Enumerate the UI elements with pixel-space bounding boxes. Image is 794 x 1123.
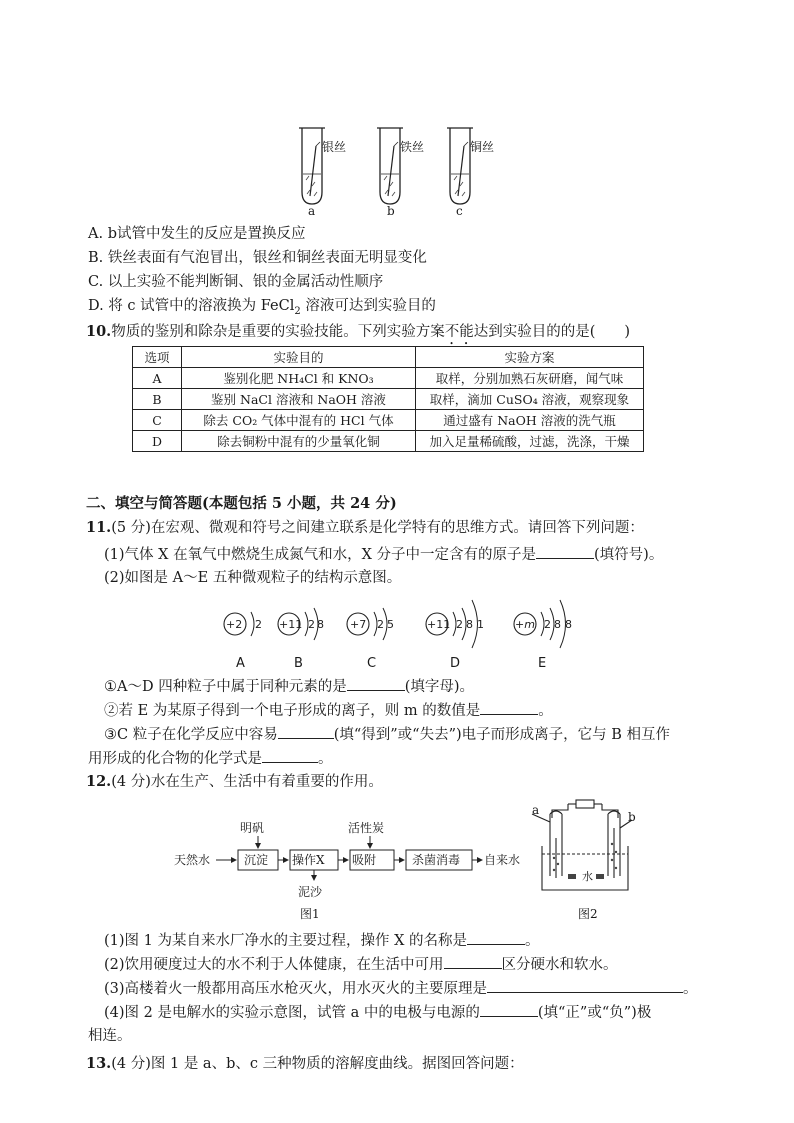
q11-sub3-cont: 用形成的化合物的化学式是 。 — [88, 748, 333, 769]
svg-text:2: 2 — [377, 618, 384, 631]
q11-sub3: ③C 粒子在化学反应中容易 (填“得到”或“失去”)电子而形成离子，它与 B 相互作 — [104, 724, 670, 745]
svg-text:8: 8 — [565, 618, 572, 631]
figure-caption-2: 图2 — [578, 907, 598, 921]
emphasis-text: 不能 — [444, 324, 474, 340]
electrode-label-b: b — [628, 810, 636, 824]
atom-label-e: E — [538, 656, 547, 671]
q12-part4: (4)图 2 是电解水的实验示意图，试管 a 中的电极与电源的 (填“正”或“负”)极 — [104, 1002, 651, 1023]
section-heading: 二、填空与简答题(本题包括 5 小题，共 24 分) — [86, 495, 397, 512]
tube-metal-label: 铜丝 — [470, 140, 495, 154]
q9-option-c: C. 以上实验不能判断铜、银的金属活动性顺序 — [88, 274, 384, 290]
flow-step-operation-x: 操作X — [292, 853, 325, 867]
flow-step-sedimentation: 沉淀 — [244, 853, 269, 867]
svg-text:8: 8 — [554, 618, 561, 631]
answer-blank[interactable] — [480, 1002, 538, 1017]
svg-text:1: 1 — [477, 618, 484, 631]
atom-label-a: A — [236, 656, 245, 671]
svg-text:2: 2 — [308, 618, 315, 631]
svg-text:2: 2 — [255, 618, 262, 631]
tube-label: b — [387, 204, 395, 218]
answer-blank[interactable] — [487, 978, 683, 993]
figure-caption-1: 图1 — [300, 907, 320, 921]
atom-label-b: B — [294, 656, 303, 671]
answer-blank[interactable] — [444, 954, 502, 969]
flow-step-adsorption: 吸附 — [352, 853, 377, 867]
q11-intro: 11.(5 分)在宏观、微观和符号之间建立联系是化学特有的思维方式。请回答下列问题： — [86, 519, 644, 536]
flow-start: 天然水 — [174, 853, 211, 867]
answer-blank[interactable] — [480, 700, 538, 715]
q13-intro: 13.(4 分)图 1 是 a、b、c 三种物质的溶解度曲线。据图回答问题： — [86, 1055, 524, 1072]
answer-blank[interactable] — [467, 930, 525, 945]
svg-text:2: 2 — [544, 618, 551, 631]
flow-waste-sediment: 泥沙 — [298, 885, 323, 899]
tube-metal-label: 铁丝 — [400, 140, 425, 154]
q11-part1: (1)气体 X 在氧气中燃烧生成氮气和水，X 分子中一定含有的原子是 (填符号)。 — [104, 544, 663, 565]
atom-label-c: C — [367, 656, 377, 671]
q11-sub1: ①A～D 四种粒子中属于同种元素的是 (填字母)。 — [104, 676, 474, 697]
q12-part3: (3)高楼着火一般都用高压水枪灭火，用水灭火的主要原理是 。 — [104, 978, 698, 999]
svg-text:8: 8 — [466, 618, 473, 631]
flow-step-disinfection: 杀菌消毒 — [412, 853, 461, 867]
nucleus-d: +11 — [427, 618, 451, 631]
table-header-row: 选项 实验目的 实验方案 — [133, 347, 644, 368]
nucleus-e: +m — [515, 618, 535, 631]
flow-reagent-carbon: 活性炭 — [348, 821, 385, 835]
electrode-label-a: a — [532, 803, 540, 817]
flow-end: 自来水 — [484, 853, 521, 867]
answer-blank[interactable] — [347, 676, 405, 691]
table-row: D 除去铜粉中混有的少量氧化铜 加入足量稀硫酸，过滤，洗涤，干燥 — [133, 431, 644, 452]
atom-label-d: D — [450, 656, 461, 671]
q11-sub2: ②若 E 为某原子得到一个电子形成的离子，则 m 的数值是 。 — [104, 700, 553, 721]
q9-option-b: B. 铁丝表面有气泡冒出，银丝和铜丝表面无明显变化 — [88, 250, 427, 266]
answer-blank[interactable] — [278, 724, 334, 739]
answer-blank[interactable] — [262, 748, 318, 763]
q12-intro: 12.(4 分)水在生产、生活中有着重要的作用。 — [86, 773, 383, 790]
nucleus-c: +7 — [350, 618, 367, 631]
table-row: C 除去 CO₂ 气体中混有的 HCl 气体 通过盛有 NaOH 溶液的洗气瓶 — [133, 410, 644, 431]
svg-text:2: 2 — [456, 618, 463, 631]
svg-text:5: 5 — [387, 618, 394, 631]
water-label: 水 — [582, 870, 593, 883]
flow-reagent-alum: 明矾 — [240, 821, 265, 835]
table-row: A 鉴别化肥 NH₄Cl 和 KNO₃ 取样，分别加熟石灰研磨，闻气味 — [133, 368, 644, 389]
q9-option-a: A. b试管中发生的反应是置换反应 — [88, 226, 306, 242]
q12-part1: (1)图 1 为某自来水厂净水的主要过程，操作 X 的名称是 。 — [104, 930, 540, 951]
q10-stem: 10.物质的鉴别和除杂是重要的实验技能。下列实验方案不能达到实验目的的是( ) — [86, 323, 631, 340]
nucleus-b: +11 — [279, 618, 303, 631]
experiment-table — [132, 346, 644, 452]
table-row: B 鉴别 NaCl 溶液和 NaOH 溶液 取样，滴加 CuSO₄ 溶液，观察现象 — [133, 389, 644, 410]
q12-part2: (2)饮用硬度过大的水不利于人体健康，在生活中可用 区分硬水和软水。 — [104, 954, 618, 975]
svg-text:8: 8 — [317, 618, 324, 631]
q9-option-d: D. 将 c 试管中的溶液换为 FeCl$_2$ 溶液可达到实验目的 — [88, 298, 436, 317]
tube-label: c — [456, 204, 463, 218]
q12-part4-cont: 相连。 — [88, 1028, 132, 1044]
answer-blank[interactable] — [536, 544, 594, 559]
nucleus-a: +2 — [226, 618, 243, 631]
tube-label: a — [308, 204, 316, 218]
q11-part2: (2)如图是 A～E 五种微观粒子的结构示意图。 — [104, 570, 402, 586]
tube-metal-label: 银丝 — [322, 140, 347, 154]
